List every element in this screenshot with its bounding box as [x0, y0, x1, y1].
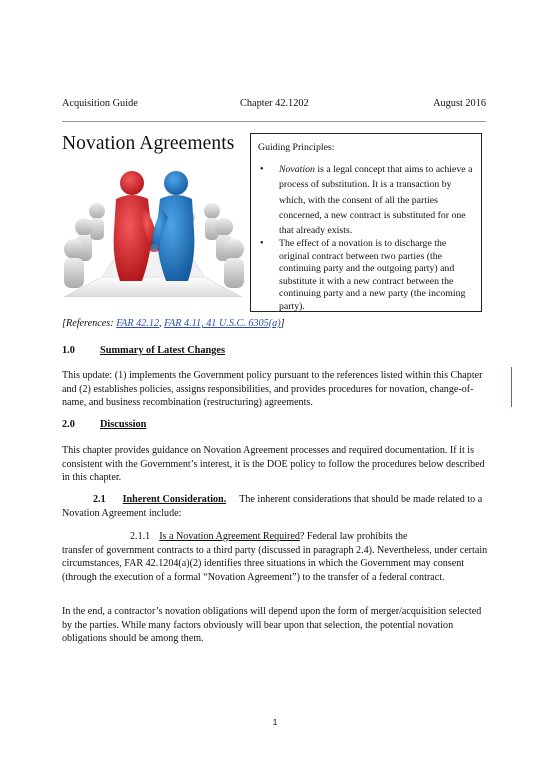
section-2-heading [62, 419, 146, 430]
revision-change-bar [511, 367, 512, 407]
far-42-12-link[interactable]: FAR 42.12 [116, 318, 160, 329]
references-line [62, 318, 285, 329]
section-number: 2.1 [93, 494, 106, 505]
handshake-illustration [62, 169, 244, 297]
references-suffix: ] [280, 318, 285, 329]
header-guide-title: Acquisition Guide [62, 98, 138, 109]
guiding-principles-box [250, 133, 482, 312]
guiding-principles-title: Guiding Principles: [258, 142, 335, 153]
section-2-1-1-paragraph [62, 530, 490, 584]
guiding-principle-item [258, 238, 474, 313]
section-number: 2.1.1 [130, 531, 151, 542]
section-number: 1.0 [62, 345, 75, 356]
section-1-body: This update: (1) implements the Government policy pursuant to the references listed within this Chapter and (2) establishes policies, assigns responsibilities, and provides procedures for novation, change-of-name, and business recombination (restructuring) agreements. [62, 370, 483, 409]
section-body: The inherent considerations that should be made related to a Novation Agreement include: [62, 494, 483, 519]
section-title: Summary of Latest Changes [100, 345, 225, 356]
section-1-heading [62, 345, 225, 356]
references-prefix: [References: [62, 318, 117, 329]
header-divider [62, 121, 486, 122]
principle-text: The effect of a novation is to discharge the original contract between two parties (the continuing party and the outgoing party) and substitute it with a new contract between the continuing party and a new party (the incoming party). [279, 238, 466, 312]
page-title: Novation Agreements [62, 133, 235, 154]
principle-text: is a legal concept that aims to achieve a process of substitution. It is a transaction by which, with the consent of all the parties concerned, a new contract is substituted for one that already exists. [279, 164, 473, 237]
guiding-principle-item [258, 162, 474, 238]
section-2-1-paragraph [62, 493, 490, 520]
closing-paragraph: In the end, a contractor’s novation obligations will depend upon the form of merger/acquisition selected by the parties. While many factors obviously will bear upon that selection, the potential novation obligations should be among them. [62, 606, 482, 645]
section-body: transfer of government contracts to a third party (discussed in paragraph 2.4). Nevertheless, under certain circumstances, FAR 42.1204(a)(2) identifies three situations in which the Government may consent (through the execution of a formal “Novation Agreement”) to the transfer of a federal contract. [62, 544, 488, 583]
section-title: Is a Novation Agreement Required [159, 531, 300, 542]
header-date: August 2016 [433, 98, 486, 109]
section-2-body: This chapter provides guidance on Novation Agreement processes and required documentation. If it is consistent with the Government’s interest, it is the DOE policy to follow the procedures below described in this chapter. [62, 445, 485, 484]
guiding-principles-list [258, 162, 474, 313]
section-title-suffix: ? Federal law prohibits the [299, 531, 408, 542]
page-number: 1 [272, 717, 278, 727]
section-number: 2.0 [62, 419, 75, 430]
far-4-11-link[interactable]: FAR 4.11, 41 U.S.C. 6305(a) [164, 318, 281, 329]
section-title: Discussion [100, 419, 147, 430]
principle-term: Novation [279, 164, 315, 176]
header-chapter: Chapter 42.1202 [240, 98, 309, 109]
section-title: Inherent Consideration. [122, 494, 227, 505]
references-separator: , [159, 318, 165, 329]
